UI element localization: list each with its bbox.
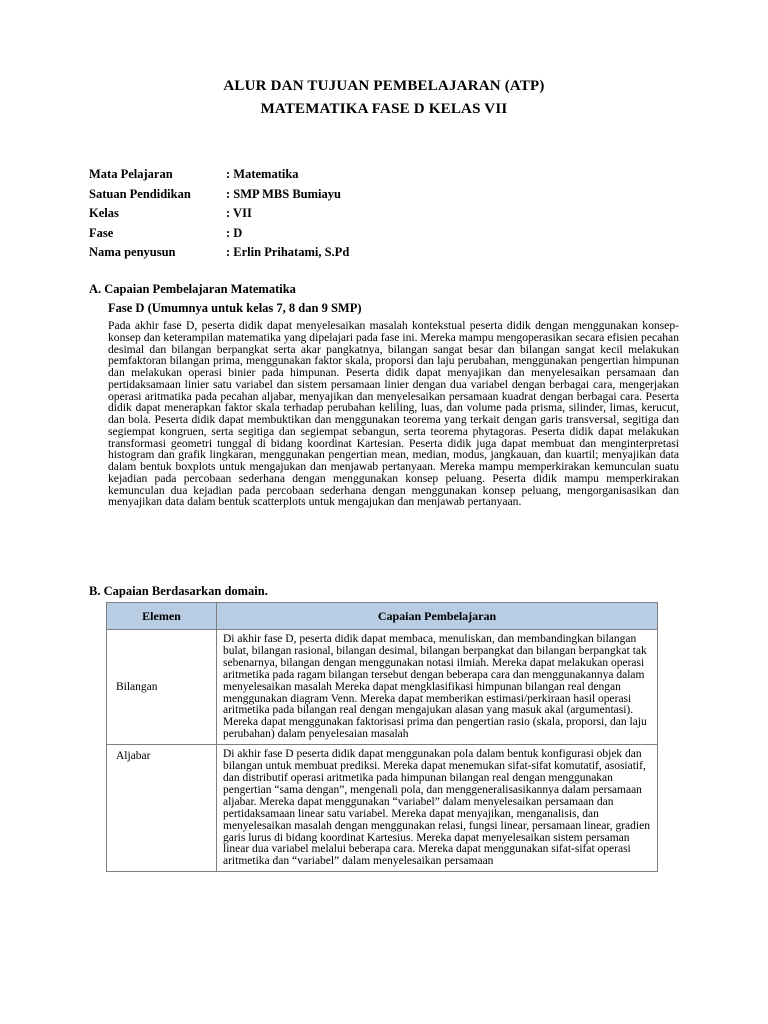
info-label: Satuan Pendidikan bbox=[89, 186, 191, 201]
info-row bbox=[89, 187, 349, 207]
column-header-capaian: Capaian Pembelajaran bbox=[217, 603, 658, 630]
table-row bbox=[107, 630, 658, 745]
column-header-elemen: Elemen bbox=[107, 603, 217, 630]
info-label: Mata Pelajaran bbox=[89, 167, 173, 181]
info-value: : D bbox=[226, 225, 243, 240]
info-value: : VII bbox=[226, 206, 252, 220]
info-label: Kelas bbox=[89, 206, 119, 220]
info-value: : Matematika bbox=[226, 167, 299, 181]
elemen-cell: Aljabar bbox=[107, 745, 217, 872]
section-a-heading: A. Capaian Pembelajaran Matematika bbox=[89, 282, 296, 296]
info-row bbox=[89, 206, 349, 226]
table-row bbox=[107, 745, 658, 872]
info-label: Nama penyusun bbox=[89, 245, 176, 259]
info-value: : SMP MBS Bumiayu bbox=[226, 186, 341, 201]
info-row bbox=[89, 245, 349, 265]
section-b-heading: B. Capaian Berdasarkan domain. bbox=[89, 584, 268, 598]
capaian-cell: Di akhir fase D, peserta didik dapat membaca, menuliskan, dan membandingkan bilangan bulat, bilangan rasional, bilangan desimal, bilangan berpangkat dan bilangan berpangkat tak sebenarnya, bilangan dengan menggunakan notasi ilmiah. Mereka dapat melakukan operasi aritmetika pada ragam bilangan tersebut dengan beberapa cara dan menggunakannya dalam menyelesaikan masalah Mereka dapat mengklasifikasi himpunan bilangan real dengan menggunakan diagram Venn. Mereka dapat memberikan estimasi/perkiraan hasil operasi aritmetika pada bilangan real dengan mengajukan alasan yang masuk akal (argumentasi). Mereka dapat menggunakan faktorisasi prima dan pengertian rasio (skala, proporsi, dan laju perubahan) dalam penyelesaian masalah bbox=[217, 630, 658, 745]
table-header-row bbox=[107, 603, 658, 630]
elemen-cell: Bilangan bbox=[107, 630, 217, 745]
domain-table bbox=[106, 602, 658, 872]
info-value: : Erlin Prihatami, S.Pd bbox=[226, 245, 350, 259]
info-label: Fase bbox=[89, 225, 114, 240]
info-row bbox=[89, 226, 349, 246]
capaian-cell: Di akhir fase D peserta didik dapat menggunakan pola dalam bentuk konfigurasi objek dan bilangan untuk membuat prediksi. Mereka dapat menemukan sifat-sifat komutatif, asosiatif, dan distributif operasi aritmetika pada himpunan bilangan real dengan menggunakan pengertian “sama dengan”, mengenali pola, dan menggeneralisasikannya dalam persamaan aljabar. Mereka dapat menggunakan “variabel” dalam menyelesaikan persamaan dan pertidaksamaan linear satu variabel. Mereka dapat menyajikan, menganalisis, dan menyelesaikan masalah dengan menggunakan relasi, fungsi linear, persamaan linear, gradien garis lurus di bidang koordinat Kartesius. Mereka dapat menyelesaikan sistem persaman linear dua variabel melalui beberapa cara. Mereka dapat menggunakan sifat-sifat operasi aritmetika dan “variabel” dalam menyelesaikan persamaan bbox=[217, 745, 658, 872]
document-subtitle: MATEMATIKA FASE D KELAS VII bbox=[260, 101, 508, 117]
document-title: ALUR DAN TUJUAN PEMBELAJARAN (ATP) bbox=[223, 78, 545, 94]
info-row bbox=[89, 167, 349, 187]
info-block bbox=[89, 167, 349, 265]
section-a-paragraph: Pada akhir fase D, peserta didik dapat menyelesaikan masalah kontekstual peserta didik dengan menggunakan konsep-konsep dan keterampilan matematika yang dipelajari pada fase ini. Mereka mampu mengoperasikan secara efisien pecahan desimal dan bilangan berpangkat serta akar pangkatnya, bilangan sangat besar dan bilangan sangat kecil melakukan pemfaktoran bilangan prima, menggunakan faktor skala, proporsi dan laju perubahan, menggunakan pengertian himpunan dan melakukan operasi binier pada himpunan. Peserta didik dapat menyajikan dan menyelesaikan persamaan dan pertidaksamaan linier satu variabel dan sistem persamaan linier dengan dua variabel dengan berbagai cara, mengerjakan operasi aritmatika pada pecahan aljabar, menyajikan dan menyelesaikan persamaan kuadrat dengan berbagai cara. Peserta didik dapat menerapkan faktor skala terhadap perubahan keliling, luas, dan volume pada prisma, silinder, limas, kerucut, dan bola. Peserta didik dapat membuktikan dan menggunakan teorema yang terkait dengan garis transversal, segitiga dan segiempat kongruen, serta segitiga dan segiempat sebangun, serta teorema phytagoras. Peserta didik dapat melakukan transformasi geometri tunggal di bidang koordinat Kartesian. Peserta didik juga dapat membuat dan menginterpretasi histogram dan grafik lingkaran, menggunakan pengertian mean, median, modus, jangkauan, dan kuartil; menyajikan data dalam bentuk boxplots untuk mengajukan dan menjawab pertanyaan. Mereka mampu memperkirakan kemunculan suatu kejadian pada percobaan sederhana dengan menggunakan konsep peluang. Peserta didik mampu memperkirakan kemunculan dua kejadian pada percobaan sederhana dengan menggunakan konsep peluang, mengorganisasikan dan menyajikan data dalam bentuk scatterplots untuk mengajukan dan menjawab pertanyaan. bbox=[108, 319, 679, 509]
section-a-subheading: Fase D (Umumnya untuk kelas 7, 8 dan 9 SMP) bbox=[108, 301, 362, 315]
